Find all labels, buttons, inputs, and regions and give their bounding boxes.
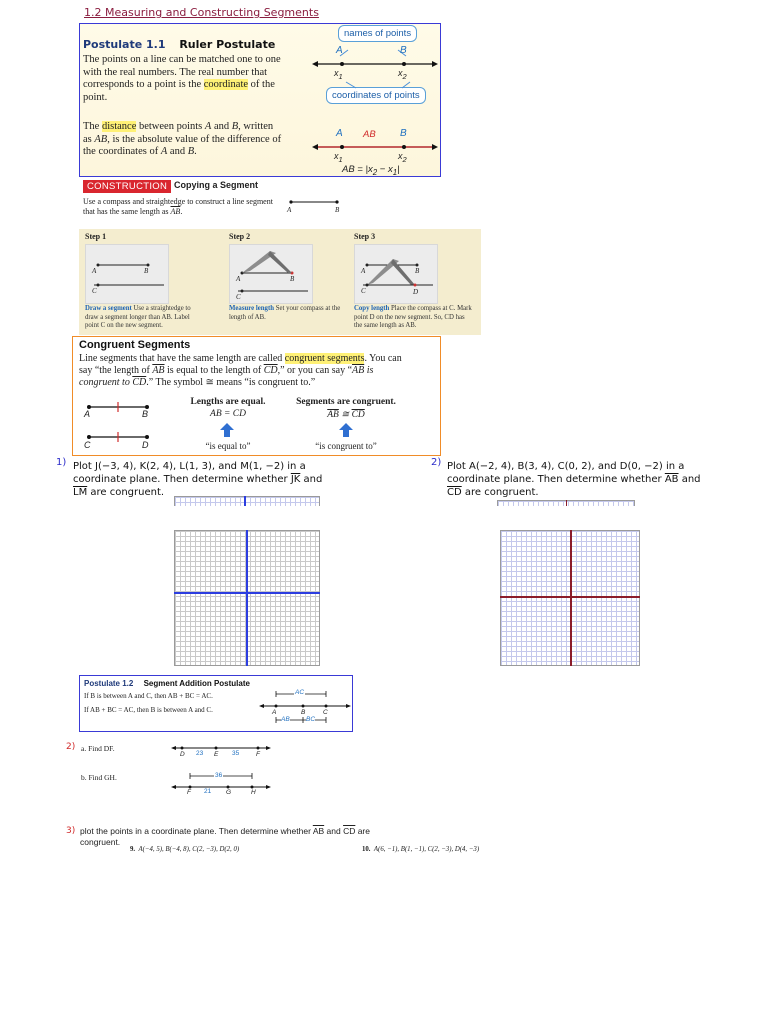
congruent-segments-box [72,336,441,456]
point-label-c: C [92,287,97,295]
exercise-9: 9. A(−4, 5), B(−4, 8), C(2, −3), D(2, 0) [130,846,240,853]
segment-addition-postulate-box [79,675,353,732]
coord-label-x2: $x_2$ [398,68,407,81]
step-2-caption: Measure length Set your compass at the length of AB. [229,305,341,321]
point-label-a: A [84,409,91,419]
exercise-2b-label: b. Find GH. [81,773,117,782]
coordinate-term: coordinate [203,79,249,90]
point-label-d: D [142,440,149,450]
step-2-drawing [230,245,312,303]
point-label-a: A [236,275,241,283]
y-axis [566,500,567,506]
segment-total-fh: 36 [215,772,223,779]
postulate-number: Postulate 1.2 [84,679,134,688]
postulate-number: Postulate 1.1 [83,38,166,51]
arrowhead-left [312,144,318,150]
point-label-c: C [323,709,328,716]
postulate-line-1: If B is between A and C, then AB + BC = AC. [84,692,213,700]
point-label-b: B [142,409,149,419]
question-1-number: 1) [56,457,67,468]
step-1-caption: Draw a segment Use a straightedge to draw a segment longer than AB. Label point C on the new segment. [85,305,191,329]
point-label-a: A [361,267,366,275]
arrowhead-right [432,144,438,150]
point-label-f: F [187,789,191,796]
congruent-to-caption: “is congruent to” [315,441,377,451]
point-label-b: B [415,267,420,275]
point-label-e: E [214,751,219,758]
point-label-b: B [400,45,407,56]
point-label-c: C [84,440,91,450]
point-b-dot [402,145,406,149]
distance-term: distance [101,121,137,132]
point-label-b: B [335,206,340,214]
coord-label-x1: $x_1$ [334,151,343,164]
coord-label-x2: $x_2$ [398,151,407,164]
step-1-heading: Step 1 [85,232,107,241]
ruler-postulate-paragraph-1: The points on a line can be matched one to one with the real numbers. The real number that corresponds to a point is the coordinate of the point. [83,54,281,103]
up-arrow-icon [339,423,353,437]
point-label-a: A [92,267,97,275]
up-arrow-icon [220,423,234,437]
congruent-segments-figure [81,399,161,449]
point-b-dot [402,62,406,66]
point-label-d: D [413,288,419,296]
point-label-b: B [290,275,295,283]
point-label-b: B [144,267,149,275]
x-axis [174,592,320,594]
arrowhead-right [432,61,438,67]
point-label-b: B [400,128,407,139]
step-3-caption: Copy length Place the compass at C. Mark point D on the new segment. So, CD has the same length as AB. [354,305,472,329]
arrowhead-left [312,61,318,67]
coord-label-x1: $x_1$ [334,68,343,81]
question-2-text: Plot A(−2, 4), B(3, 4), C(0, 2), and D(0, −2) in a coordinate plane. Then determine whether $\overline{AB}$ and $\overline{CD}$ are congruent. [447,461,701,498]
postulate-header [84,679,250,688]
y-axis [570,530,572,666]
y-axis [246,530,248,666]
postulate-title: Ruler Postulate [179,38,276,51]
segment-label-ab: AB [363,129,376,140]
question-1-grid-strip [174,496,320,506]
segments-congruent-statement: $\overline{AB}$ ≅ $\overline{CD}$ [327,410,365,420]
callout-arrow [346,82,356,88]
congruent-segments-term: congruent segments [284,353,365,364]
construction-badge: CONSTRUCTION [83,180,171,193]
construction-steps [79,229,481,335]
step-2-image [229,244,313,304]
ruler-postulate-box [79,23,441,177]
point-label-a: A [272,709,277,716]
point-a-dot [289,200,292,203]
point-label-g: G [226,789,232,796]
question-2-number: 2) [431,457,442,468]
point-label-a: A [336,128,343,139]
step-3-drawing [355,245,437,303]
segment-label-ab: AB [281,716,290,723]
step-1-drawing [86,245,168,303]
distance-formula: AB = $|x_2 - x_1|$ [342,164,400,177]
step-2-heading: Step 2 [229,232,251,241]
exercise-3-number: 3) [66,826,76,836]
point-label-b: B [301,709,306,716]
point-label-c: C [361,287,366,295]
x-axis [500,596,640,598]
postulate-line-2: If AB + BC = AC, then B is between A and C. [84,706,213,714]
equal-to-caption: “is equal to” [205,441,251,451]
segment-value-ef: 35 [232,750,240,757]
point-a-dot [340,145,344,149]
point-label-h: H [251,789,256,796]
lengths-equal-heading: Lengths are equal. [190,397,266,407]
construction-description: Use a compass and straightedge to construct a line segment that has the same length as $\overline{AB}$. [83,197,273,216]
names-of-points-callout: names of points [338,25,417,42]
step-1-image [85,244,169,304]
point-label-c: C [236,293,241,301]
congruent-segments-heading: Congruent Segments [79,339,191,351]
step-3-image [354,244,438,304]
exercise-3-text: plot the points in a coordinate plane. Then determine whether $\overline{AB}$ and $\overline{CD}$ are congruent. [80,826,370,847]
point-label-a: A [287,206,292,214]
point-a-dot [340,62,344,66]
page-title: 1.2 Measuring and Constructing Segments [84,6,319,19]
exercise-10: 10. A(6, −1), B(1, −1), C(2, −3), D(4, −3) [362,846,480,853]
lengths-equal-statement: AB = CD [210,409,246,419]
exercise-2-number: 2) [66,742,76,752]
step-3-heading: Step 3 [354,232,376,241]
postulate-title: Segment Addition Postulate [143,679,250,688]
point-b-dot [335,200,338,203]
ruler-postulate-figure [310,40,440,176]
postulate-header [83,38,275,51]
compass-leg [268,251,292,273]
segment-label-ac: AC [295,689,305,696]
callout-arrow [402,82,410,88]
ruler-postulate-paragraph-2: The distance between points A and B, written as AB, is the absolute value of the difference of the coordinates of A and B. [83,121,282,157]
question-1-text: Plot J(−3, 4), K(2, 4), L(1, 3), and M(1, −2) in a coordinate plane. Then determine whether $\overline{JK}$ and $\overline{LM}$ are congruent. [73,461,323,498]
segments-congruent-heading: Segments are congruent. [296,397,396,407]
point-label-d: D [180,751,185,758]
y-axis [244,496,246,506]
compass-leg [391,259,415,285]
construction-title: Copying a Segment [174,180,259,190]
point-label-a: A [336,45,343,56]
congruent-segments-paragraph: Line segments that have the same length are called congruent segments. You can say “the length of $\overline{AB}$ is equal to the length of $\overline{CD}$,” or you can say “$\overline{AB}$ is congruent to $\overline{CD}$.” The symbol ≅ means “is congruent to.” [79,353,402,388]
segment-value-fg: 21 [204,788,212,795]
coordinates-of-points-callout: coordinates of points [326,87,426,104]
segment-value-de: 23 [196,750,204,757]
segment-label-bc: BC [306,716,316,723]
exercise-2a-label: a. Find DF. [81,744,115,753]
point-label-f: F [256,751,260,758]
